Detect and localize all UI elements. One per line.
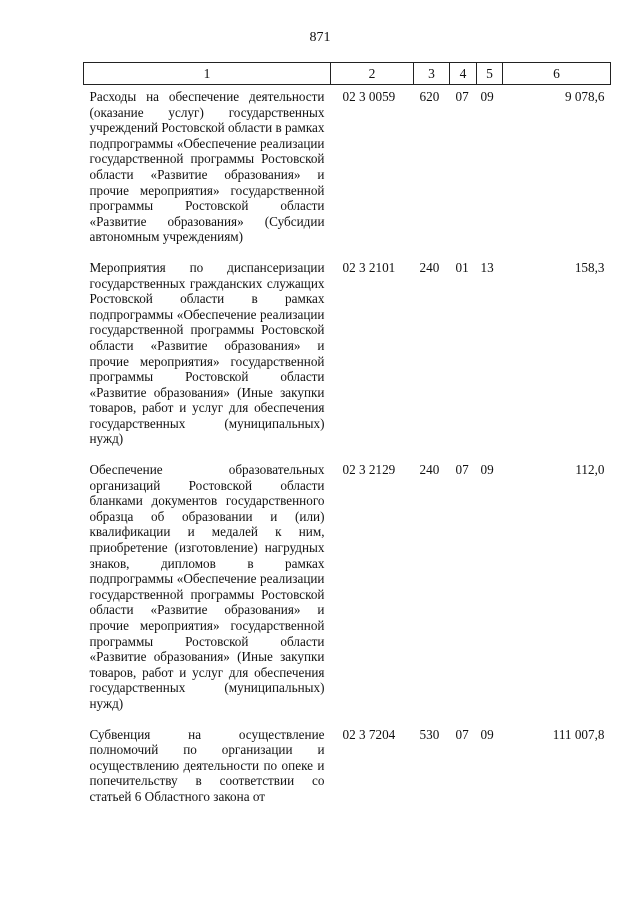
column-header-4: 4 bbox=[450, 63, 477, 85]
row-section: 01 bbox=[455, 259, 469, 275]
row-description: Обеспечение образовательных организаций Ростовской области бланками документов государственного образца об образовании и (или) квалификации и медалей к ним, приобретение (изготовление) нагрудных знаков, дипломов в рамках подпрограммы «Обеспечение реализации государственной программы Ростовской области «Развитие образования» и прочие мероприятия» государственной программы Ростовской области «Развитие образования» (Иные закупки товаров, работ и услуг для обеспечения государственных (муниципальных) нужд) bbox=[89, 462, 325, 711]
row-target-code: 02 3 0059 bbox=[342, 89, 396, 104]
row-amount: 9 078,6 bbox=[564, 89, 605, 104]
column-header-1: 1 bbox=[84, 63, 331, 85]
column-header-3: 3 bbox=[414, 63, 450, 85]
row-target-code: 02 3 2101 bbox=[342, 259, 396, 275]
table-row bbox=[84, 85, 611, 256]
page-number: 871 bbox=[309, 30, 331, 45]
row-description: Субвенция на осуществление полномочий по организации и осуществлению деятельности по опеке и попечительству в соответствии со статьей 6 Областного закона от bbox=[89, 726, 325, 804]
row-target-code: 02 3 2129 bbox=[342, 462, 396, 478]
row-amount: 112,0 bbox=[575, 462, 605, 478]
table-row bbox=[84, 458, 611, 723]
column-header-6: 6 bbox=[503, 63, 611, 85]
row-section: 07 bbox=[455, 89, 469, 104]
row-subsection: 09 bbox=[480, 89, 494, 104]
column-header-2: 2 bbox=[331, 63, 414, 85]
row-amount: 111 007,8 bbox=[552, 726, 605, 742]
table-header-row bbox=[84, 63, 611, 85]
row-expense-type: 620 bbox=[419, 89, 440, 104]
row-expense-type: 530 bbox=[419, 726, 440, 742]
row-subsection: 13 bbox=[480, 259, 494, 275]
row-amount: 158,3 bbox=[574, 259, 605, 275]
row-expense-type: 240 bbox=[419, 462, 440, 478]
row-subsection: 09 bbox=[480, 726, 494, 742]
table-row bbox=[84, 723, 611, 816]
row-target-code: 02 3 7204 bbox=[342, 726, 396, 742]
row-section: 07 bbox=[455, 462, 469, 478]
row-expense-type: 240 bbox=[419, 259, 440, 275]
row-description: Мероприятия по диспансеризации государственных гражданских служащих Ростовской области в рамках подпрограммы «Обеспечение реализации государственной программы Ростовской области «Развитие образования» и прочие мероприятия» государственной программы Ростовской области «Развитие образования» (Иные закупки товаров, работ и услуг для обеспечения государственных (муниципальных) нужд) bbox=[89, 259, 325, 447]
row-section: 07 bbox=[455, 726, 469, 742]
row-subsection: 09 bbox=[480, 462, 494, 478]
table-row bbox=[84, 256, 611, 458]
row-description: Расходы на обеспечение деятельности (оказание услуг) государственных учреждений Ростовской области в рамках подпрограммы «Обеспечение реализации государственной программы Ростовской области «Развитие образования» и прочие мероприятия» государственной программы Ростовской области «Развитие образования» (Субсидии автономным учреждениям) bbox=[89, 89, 325, 245]
column-header-5: 5 bbox=[477, 63, 503, 85]
budget-table bbox=[83, 62, 611, 816]
